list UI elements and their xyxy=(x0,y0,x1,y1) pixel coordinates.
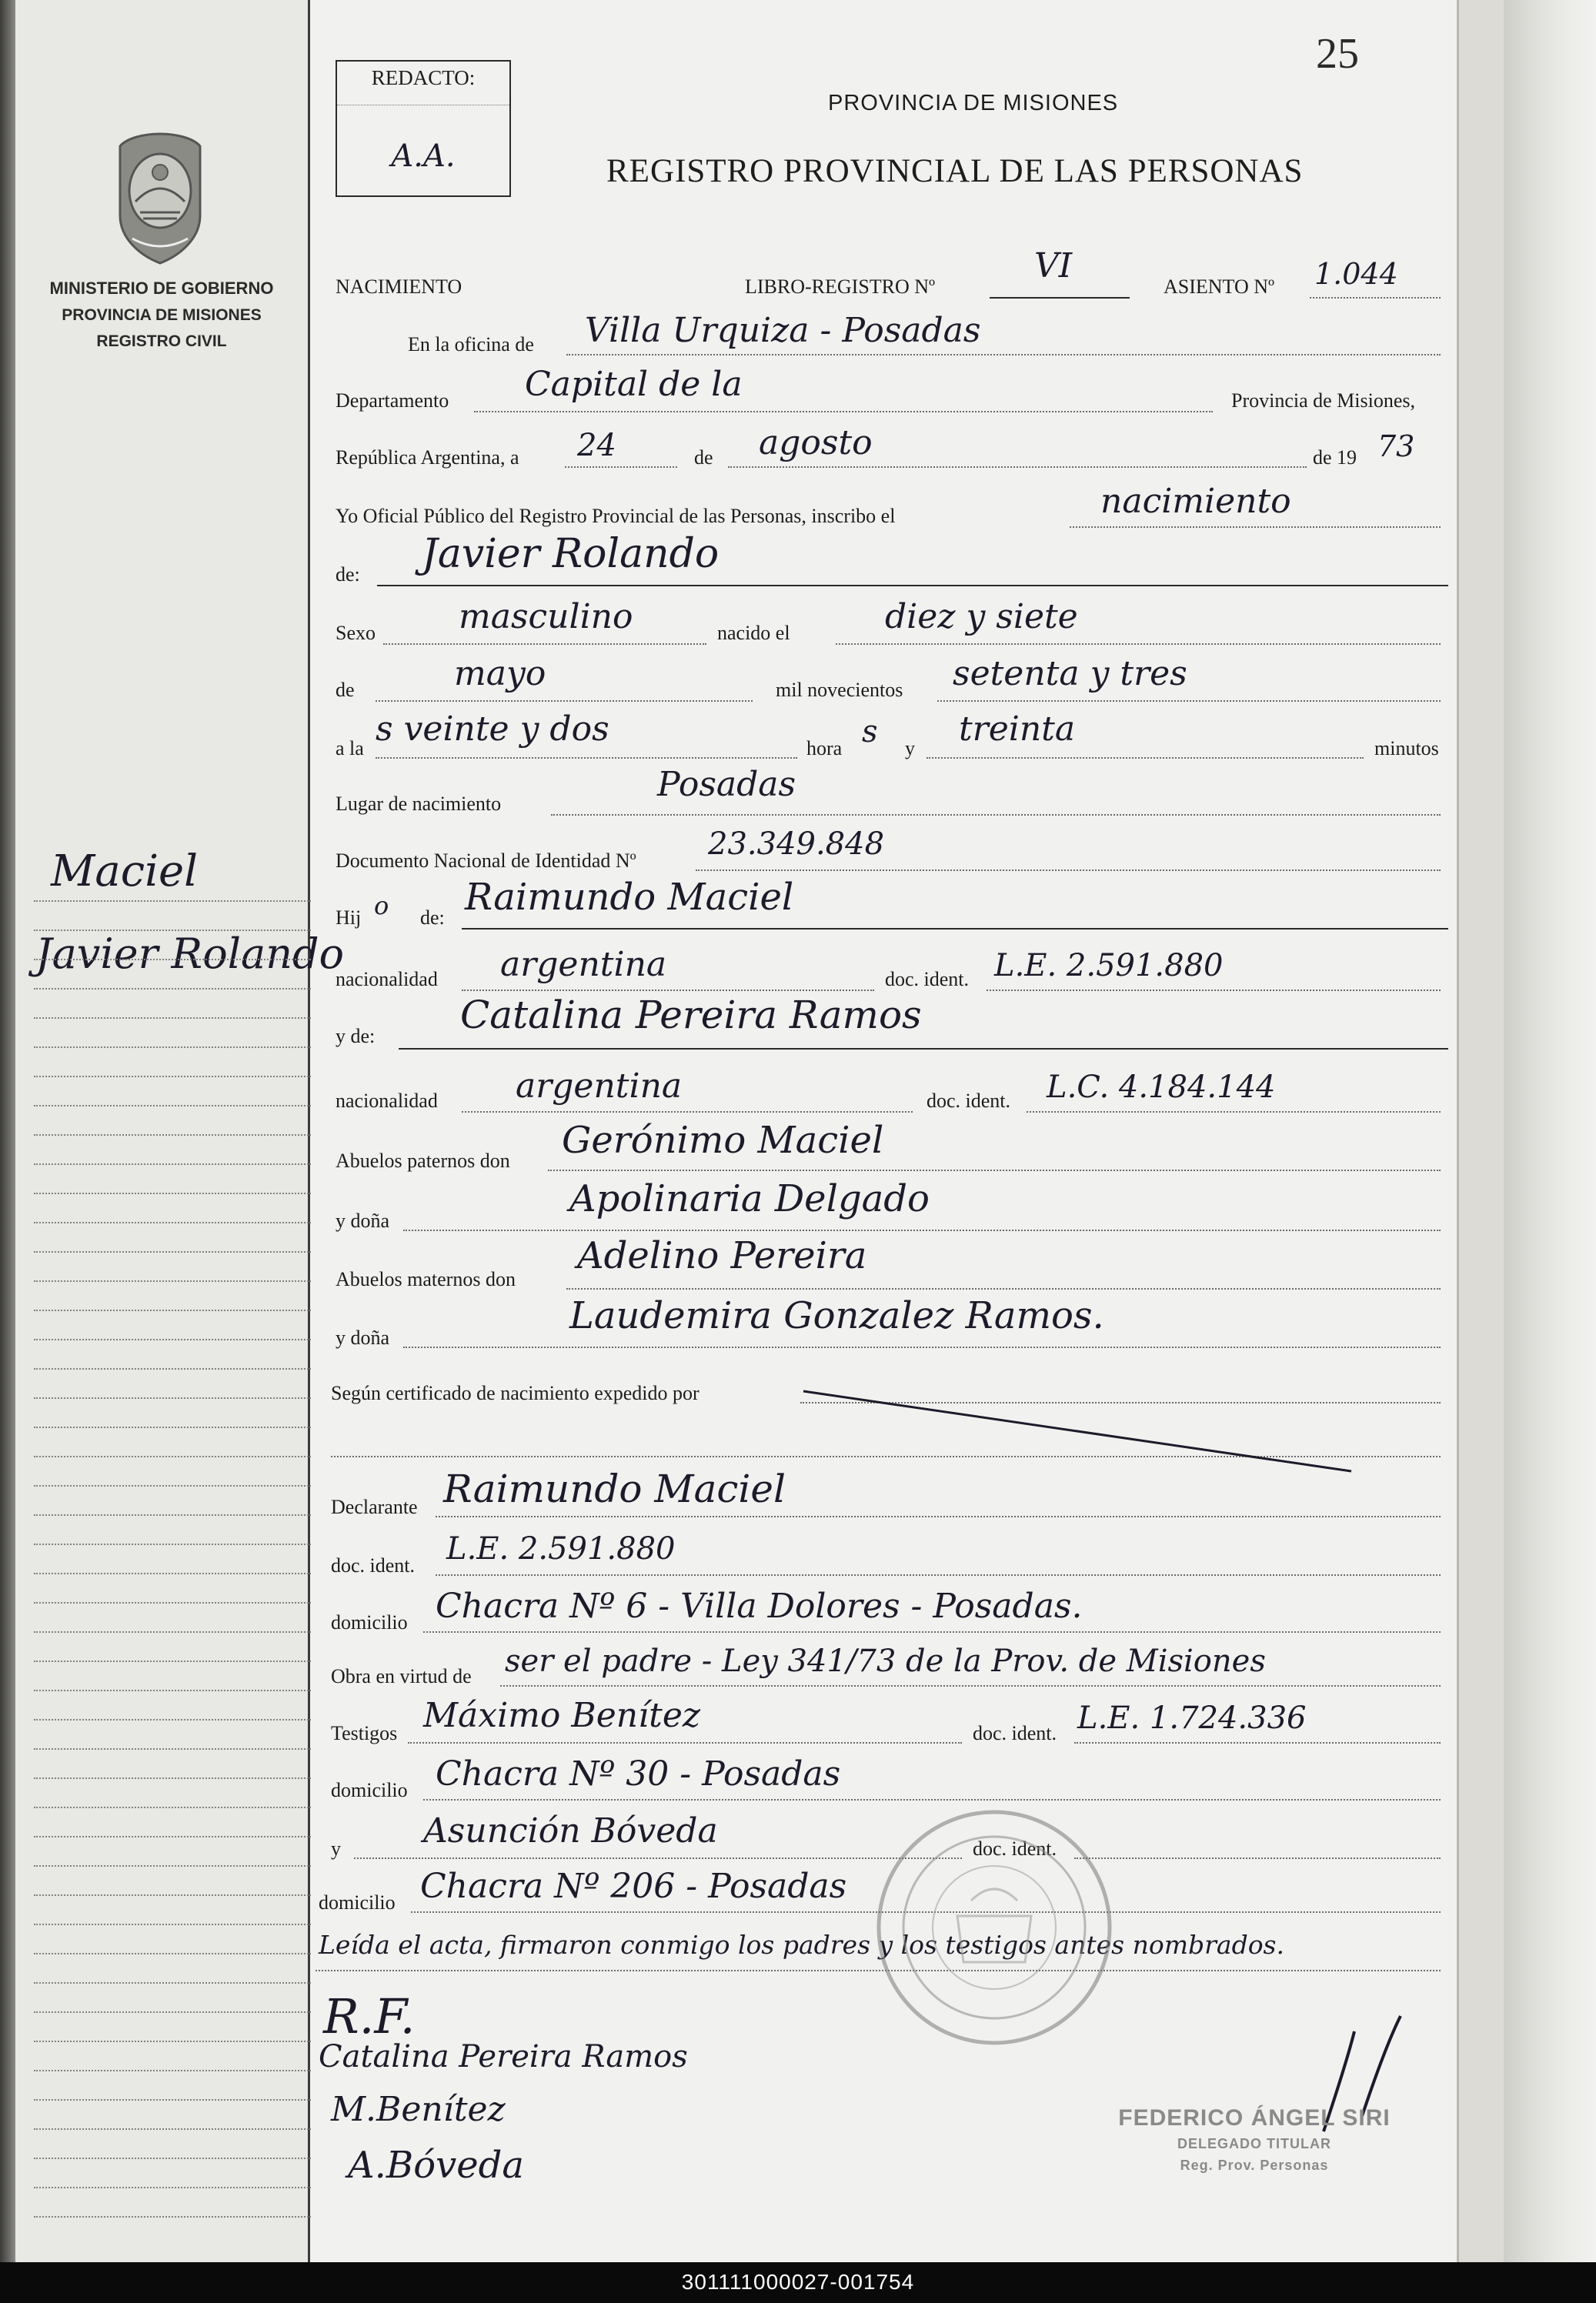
margin-ruled-line xyxy=(34,1982,311,1984)
margin-ruled-line xyxy=(34,1310,311,1311)
asiento-value: 1.044 xyxy=(1314,257,1398,291)
margin-ruled-line xyxy=(34,1222,311,1223)
margin-ruled-line xyxy=(34,2158,311,2159)
page-number: 25 xyxy=(1316,30,1359,78)
abuela-mat-line xyxy=(403,1347,1441,1348)
ministry-coat-of-arms-icon xyxy=(117,131,203,265)
asiento-line xyxy=(1310,297,1441,299)
declarante-value: Raimundo Maciel xyxy=(443,1467,786,1511)
abuela-pat-line xyxy=(403,1230,1441,1231)
testigos-label: Testigos xyxy=(331,1722,398,1744)
provincia-label: Provincia de Misiones, xyxy=(1231,389,1416,412)
doc2-label: doc. ident. xyxy=(927,1090,1011,1112)
mil-label: mil novecientos xyxy=(776,679,903,701)
doc3-label: doc. ident. xyxy=(331,1554,416,1577)
mes-nac-value: mayo xyxy=(454,654,546,693)
departamento-label: Departamento xyxy=(336,389,449,412)
nacido-value: diez y siete xyxy=(885,597,1078,636)
margin-ruled-line xyxy=(34,1660,311,1662)
domicilio1-value: Chacra Nº 6 - Villa Dolores - Posadas. xyxy=(436,1587,1083,1626)
obra-label: Obra en virtud de xyxy=(331,1665,472,1687)
margin-ruled-line xyxy=(34,1368,311,1370)
domicilio3-label: domicilio xyxy=(319,1891,396,1914)
nacido-line xyxy=(836,643,1441,645)
dia-value: 24 xyxy=(577,428,616,463)
margin-ruled-line xyxy=(34,1456,311,1457)
yde-label: y de: xyxy=(336,1025,376,1047)
declarante-label: Declarante xyxy=(331,1496,418,1518)
doc3-line xyxy=(436,1574,1441,1576)
margin-ruled-line xyxy=(34,1924,311,1925)
doc1-value: L.E. 2.591.880 xyxy=(994,948,1224,983)
margin-ruled-line xyxy=(34,1163,311,1165)
margin-ruled-line xyxy=(34,1193,311,1194)
republica-label: República Argentina, a xyxy=(336,446,519,469)
segun-label: Según certificado de nacimiento expedido por xyxy=(331,1382,700,1404)
de-label: de: xyxy=(336,563,360,586)
doc2-line xyxy=(1027,1111,1441,1113)
nac1-line xyxy=(462,990,874,991)
nac1-label: nacionalidad xyxy=(336,968,438,990)
margin-ruled-line xyxy=(34,2216,311,2218)
record-type-label: NACIMIENTO xyxy=(336,275,462,298)
leida-value: Leída el acta, firmaron conmigo los padres y los testigos antes nombrados. xyxy=(319,1930,1284,1960)
asiento-label: ASIENTO Nº xyxy=(1164,275,1275,298)
horas-label: hora xyxy=(806,737,843,759)
abuela-mat-value: Laudemira Gonzalez Ramos. xyxy=(569,1294,1104,1337)
abuela-pat-value: Apolinaria Delgado xyxy=(569,1177,930,1220)
margin-ruled-line xyxy=(34,2099,311,2101)
testigo1-value: Máximo Benítez xyxy=(423,1696,701,1735)
hora-value: s veinte y dos xyxy=(376,709,609,749)
doc4-value: L.E. 1.724.336 xyxy=(1077,1701,1307,1736)
strike-through-line xyxy=(800,1377,1354,1477)
page-stack-shadow xyxy=(1504,0,1596,2303)
nombre-value: Javier Rolando xyxy=(422,531,720,577)
margin-ruled-line xyxy=(34,988,311,990)
abuelo-pat-value: Gerónimo Maciel xyxy=(562,1119,884,1162)
margin-ruled-line xyxy=(34,2070,311,2071)
anio-nac-line xyxy=(937,700,1441,702)
doc5-line xyxy=(1074,1857,1441,1859)
mes-line xyxy=(728,466,1307,468)
padre-line xyxy=(462,928,1448,930)
margin-ruled-line xyxy=(34,1105,311,1106)
signature-2: Catalina Pereira Ramos xyxy=(319,2039,688,2074)
hijo-de-label: de: xyxy=(420,906,445,929)
sexo-line xyxy=(383,643,706,645)
nac2-label: nacionalidad xyxy=(336,1090,438,1112)
margin-ruled-line xyxy=(34,1339,311,1340)
sexo-value: masculino xyxy=(459,597,633,636)
scan-footer-bar xyxy=(0,2262,1596,2303)
nombre-line xyxy=(377,585,1448,586)
domicilio2-label: domicilio xyxy=(331,1779,408,1801)
doc1-label: doc. ident. xyxy=(885,968,970,990)
margin-ruled-line xyxy=(34,1544,311,1545)
signature-3: M.Benítez xyxy=(331,2090,506,2129)
margin-ruled-line xyxy=(34,1427,311,1428)
dni-label: Documento Nacional de Identidad Nº xyxy=(336,849,636,872)
margin-divider-line xyxy=(308,0,310,2262)
minutos-value: treinta xyxy=(959,709,1076,749)
margin-ruled-line xyxy=(34,1602,311,1604)
abuelos-mat-label: Abuelos maternos don xyxy=(336,1268,516,1290)
oficina-line xyxy=(566,354,1441,355)
registry-title: REGISTRO PROVINCIAL DE LAS PERSONAS xyxy=(606,153,1304,189)
official-signature-stamp xyxy=(1116,2101,1393,2185)
margin-ruled-line xyxy=(34,2128,311,2130)
doc2-value: L.C. 4.184.144 xyxy=(1047,1070,1276,1105)
doc5-label: doc. ident. xyxy=(973,1837,1057,1860)
margin-ruled-line xyxy=(34,1046,311,1048)
ministry-province: PROVINCIA DE MISIONES xyxy=(62,306,262,324)
de1-label: de xyxy=(694,446,713,469)
hijo-label: Hij xyxy=(336,906,362,929)
lugar-line xyxy=(551,814,1441,816)
oficial-label: Yo Oficial Público del Registro Provincial de las Personas, inscribo el xyxy=(336,505,896,527)
testigo2-value: Asunción Bóveda xyxy=(423,1811,718,1851)
margin-ruled-line xyxy=(34,1894,311,1896)
domicilio2-value: Chacra Nº 30 - Posadas xyxy=(436,1754,841,1794)
de-anio-label: de 19 xyxy=(1313,446,1357,469)
ala-label: a la xyxy=(336,737,364,759)
obra-line xyxy=(500,1685,1441,1687)
hora-line xyxy=(376,757,797,759)
margin-ruled-line xyxy=(34,1836,311,1837)
margin-ruled-line xyxy=(34,1807,311,1808)
nac1-value: argentina xyxy=(500,945,667,984)
departamento-line xyxy=(474,411,1213,412)
margin-ruled-line xyxy=(34,1777,311,1779)
margin-ruled-line xyxy=(34,959,311,960)
margin-ruled-line xyxy=(34,1719,311,1721)
margin-ruled-line xyxy=(34,1134,311,1136)
redacto-initials: A.A. xyxy=(391,139,456,174)
margin-ruled-line xyxy=(34,1017,311,1019)
ministry-name: MINISTERIO DE GOBIERNO xyxy=(49,279,274,298)
scan-id-code: 301111000027-001754 xyxy=(681,2270,915,2294)
doc3-value: L.E. 2.591.880 xyxy=(446,1531,676,1567)
dia-line xyxy=(565,466,677,468)
signature-1: R.F. xyxy=(323,1988,416,2044)
y2-label: y xyxy=(331,1837,341,1860)
province-title: PROVINCIA DE MISIONES xyxy=(828,91,1119,115)
minutos-line xyxy=(927,757,1364,759)
abuelo-pat-line xyxy=(548,1170,1441,1171)
margin-ruled-line xyxy=(34,2187,311,2188)
anio-value: 73 xyxy=(1377,429,1415,463)
horas-suffix: s xyxy=(862,714,878,749)
margin-ruled-line xyxy=(34,1865,311,1867)
lugar-value: Posadas xyxy=(657,765,796,804)
abuelo-mat-line xyxy=(566,1288,1441,1290)
sheet-edge xyxy=(1457,0,1459,2262)
nac2-value: argentina xyxy=(516,1066,683,1106)
oficial-line xyxy=(1070,526,1441,528)
oficina-label: En la oficina de xyxy=(408,333,534,355)
abuelos-pat-label: Abuelos paternos don xyxy=(336,1150,510,1172)
libro-value: VI xyxy=(1034,246,1073,285)
ydona1-label: y doña xyxy=(336,1210,390,1232)
anio-nac-value: setenta y tres xyxy=(953,654,1187,693)
margin-ruled-line xyxy=(34,1690,311,1691)
registry-official-stamp-icon xyxy=(871,1801,1117,2054)
madre-value: Catalina Pereira Ramos xyxy=(460,993,922,1037)
margin-ruled-line xyxy=(34,1485,311,1487)
doc1-line xyxy=(987,990,1441,991)
dni-value: 23.349.848 xyxy=(708,826,885,862)
margin-ruled-line xyxy=(34,1076,311,1077)
libro-line xyxy=(990,297,1130,299)
margin-ruled-line xyxy=(34,1748,311,1750)
margin-ruled-line xyxy=(34,1631,311,1633)
margin-ruled-line xyxy=(34,1280,311,1282)
official-title: DELEGADO TITULAR xyxy=(1177,2136,1331,2151)
margin-ruled-line xyxy=(34,1573,311,1574)
doc4-label: doc. ident. xyxy=(973,1722,1057,1744)
margin-given-names: Javier Rolando xyxy=(35,930,345,978)
margin-surname: Maciel xyxy=(51,846,199,896)
domicilio3-value: Chacra Nº 206 - Posadas xyxy=(420,1867,847,1906)
margin-ruled-line xyxy=(34,2011,311,2013)
declarante-line xyxy=(436,1516,1441,1517)
de2-label: de xyxy=(336,679,355,701)
hijo-suffix: o xyxy=(374,891,389,920)
mes-nac-line xyxy=(376,700,753,702)
margin-ruled-line xyxy=(34,930,311,931)
obra-value: ser el padre - Ley 341/73 de la Prov. de Misiones xyxy=(505,1644,1266,1679)
domicilio1-label: domicilio xyxy=(331,1611,408,1634)
margin-ruled-line xyxy=(34,1251,311,1253)
doc4-line xyxy=(1074,1742,1441,1744)
margin-ruled-line xyxy=(34,1953,311,1954)
redacto-label: REDACTO: xyxy=(371,66,476,89)
y1-label: y xyxy=(905,737,915,759)
domicilio1-line xyxy=(423,1631,1441,1633)
nac2-line xyxy=(462,1111,913,1113)
departamento-value: Capital de la xyxy=(525,365,743,404)
madre-line xyxy=(399,1048,1448,1050)
official-office: Reg. Prov. Personas xyxy=(1180,2158,1329,2173)
redacto-box xyxy=(336,60,511,197)
ydona2-label: y doña xyxy=(336,1327,390,1349)
mes-value: agosto xyxy=(759,423,873,462)
testigo1-line xyxy=(408,1742,962,1744)
minutos-label: minutos xyxy=(1374,737,1439,759)
oficina-value: Villa Urquiza - Posadas xyxy=(585,311,981,350)
margin-ruled-line xyxy=(34,1397,311,1399)
margin-ruled-line xyxy=(34,1514,311,1516)
dni-line xyxy=(696,869,1441,871)
book-binding-edge xyxy=(0,0,15,2303)
nacido-label: nacido el xyxy=(717,622,790,644)
oficial-value: nacimiento xyxy=(1100,482,1291,521)
padre-value: Raimundo Maciel xyxy=(465,876,794,919)
libro-label: LIBRO-REGISTRO Nº xyxy=(745,275,936,298)
ministry-registry: REGISTRO CIVIL xyxy=(96,332,227,350)
margin-ruled-line xyxy=(34,2041,311,2042)
lugar-label: Lugar de nacimiento xyxy=(336,793,502,815)
sexo-label: Sexo xyxy=(336,622,376,644)
margin-ruled-line xyxy=(34,900,311,902)
signature-4: A.Bóveda xyxy=(348,2144,524,2187)
official-name: FEDERICO ÁNGEL SIRI xyxy=(1118,2105,1391,2131)
abuelo-mat-value: Adelino Pereira xyxy=(577,1234,867,1277)
